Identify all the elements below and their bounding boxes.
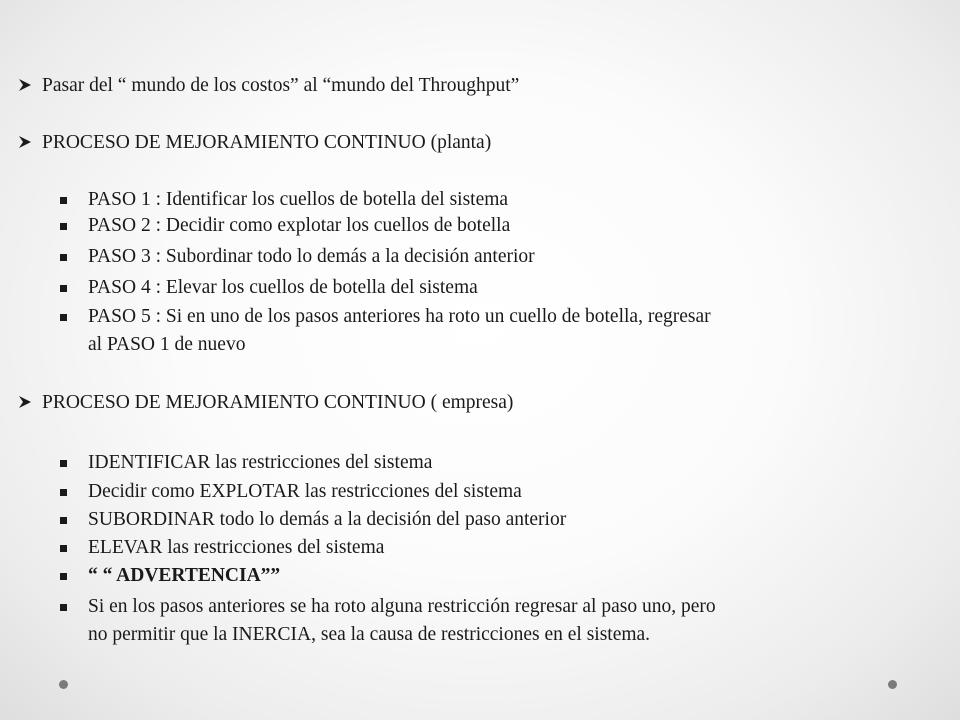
arrowhead-bullet-icon: [18, 73, 36, 92]
step-2: PASO 2 : Decidir como explotar los cuellos de botella: [88, 215, 511, 236]
list-item-continuation: [88, 622, 650, 648]
item-inercia-continuation: no permitir que la INERCIA, sea la causa de restricciones en el sistema.: [88, 624, 651, 645]
step-5: PASO 5 : Si en uno de los pasos anteriores ha roto un cuello de botella, regresar: [88, 306, 711, 327]
arrowhead-bullet-icon: [18, 130, 36, 149]
bullet-line-section-planta: [42, 130, 491, 156]
list-item: [88, 304, 711, 330]
item-advertencia: “ “ ADVERTENCIA””: [88, 565, 281, 586]
square-bullet-icon: [60, 479, 74, 505]
list-item: [88, 563, 280, 589]
list-item: [88, 244, 535, 270]
list-item: [88, 187, 508, 213]
list-item: [88, 535, 384, 561]
step-5-continuation: al PASO 1 de nuevo: [88, 334, 246, 355]
section-title-planta: PROCESO DE MEJORAMIENTO CONTINUO (planta): [42, 132, 492, 153]
bullet-line-section-empresa: [42, 390, 513, 416]
step-1: PASO 1 : Identificar los cuellos de botella del sistema: [88, 189, 509, 210]
list-item: [88, 479, 522, 505]
decorative-dot-left: [59, 680, 68, 689]
list-item: [88, 594, 716, 620]
list-item: [88, 507, 566, 533]
square-bullet-icon: [60, 594, 74, 620]
step-3: PASO 3 : Subordinar todo lo demás a la decisión anterior: [88, 246, 535, 267]
square-bullet-icon: [60, 187, 74, 213]
item-inercia: Si en los pasos anteriores se ha roto alguna restricción regresar al paso uno, pero: [88, 596, 716, 617]
item-subordinar: SUBORDINAR todo lo demás a la decisión del paso anterior: [88, 509, 567, 530]
section-title-empresa: PROCESO DE MEJORAMIENTO CONTINUO ( empresa): [42, 392, 514, 413]
throughput-heading: Pasar del “ mundo de los costos” al “mundo del Throughput”: [42, 75, 520, 96]
square-bullet-icon: [60, 213, 74, 239]
square-bullet-icon: [60, 535, 74, 561]
step-4: PASO 4 : Elevar los cuellos de botella del sistema: [88, 277, 478, 298]
item-identificar: IDENTIFICAR las restricciones del sistema: [88, 452, 433, 473]
list-item: [88, 275, 478, 301]
square-bullet-icon: [60, 507, 74, 533]
item-elevar: ELEVAR las restricciones del sistema: [88, 537, 385, 558]
square-bullet-icon: [60, 304, 74, 330]
list-item: [88, 213, 510, 239]
list-item-continuation: [88, 332, 245, 358]
square-bullet-icon: [60, 244, 74, 270]
list-item: [88, 450, 432, 476]
item-explotar: Decidir como EXPLOTAR las restricciones del sistema: [88, 481, 522, 502]
square-bullet-icon: [60, 450, 74, 476]
bullet-line-throughput: [42, 73, 519, 99]
square-bullet-icon: [60, 563, 74, 589]
square-bullet-icon: [60, 275, 74, 301]
arrowhead-bullet-icon: [18, 390, 36, 409]
decorative-dot-right: [888, 680, 897, 689]
